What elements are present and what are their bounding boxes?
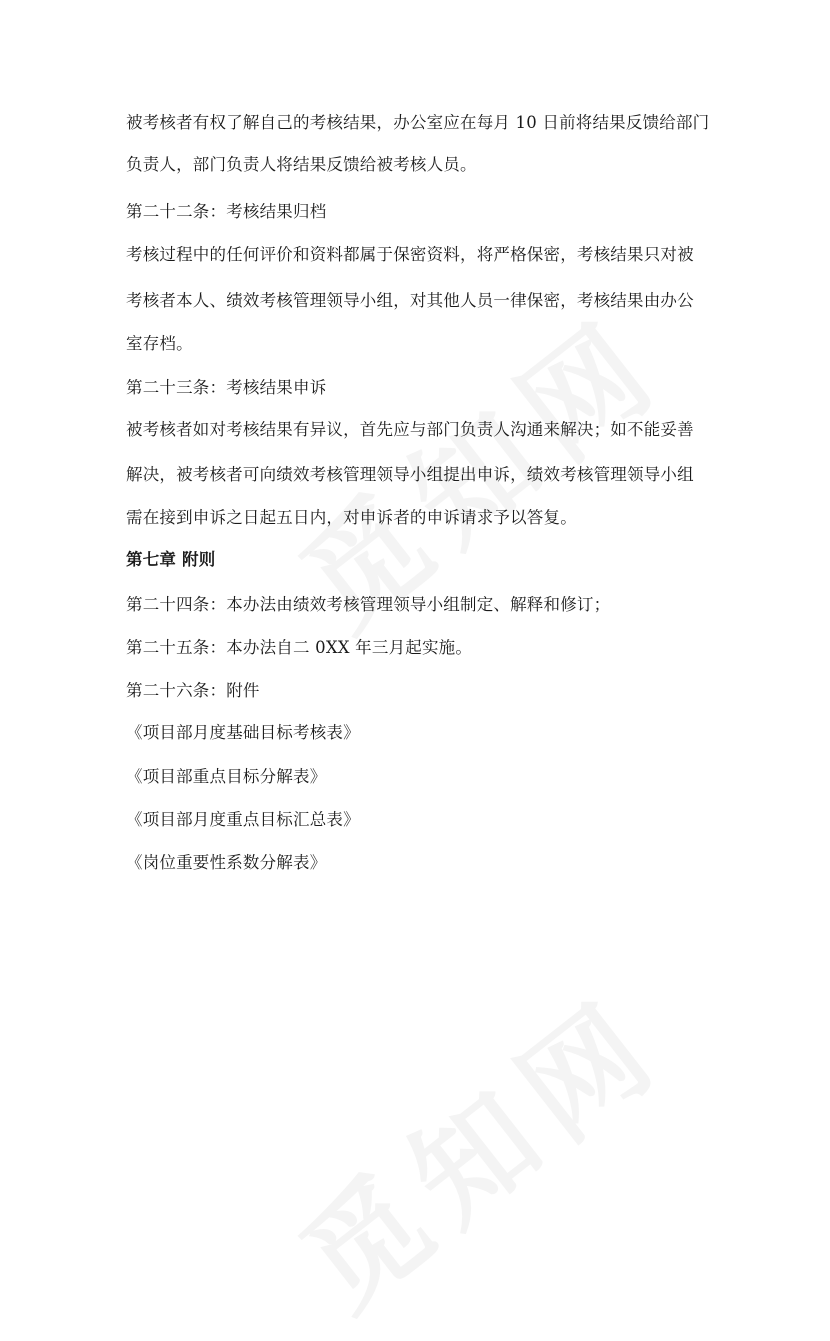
chapter-heading: 第七章 附则 — [126, 550, 216, 569]
watermark — [261, 951, 693, 1341]
attachment-item: 《项目部重点目标分解表》 — [126, 767, 327, 786]
paragraph-line: 负责人，部门负责人将结果反馈给被考核人员。 — [126, 155, 477, 174]
article-heading: 第二十二条：考核结果归档 — [126, 202, 327, 221]
article-heading: 第二十三条：考核结果申诉 — [126, 378, 327, 397]
paragraph-line: 室存档。 — [126, 334, 193, 353]
article-line: 第二十六条：附件 — [126, 681, 260, 700]
paragraph-line: 考核者本人、绩效考核管理领导小组，对其他人员一律保密，考核结果由办公 — [126, 291, 694, 310]
article-line: 第二十四条：本办法由绩效考核管理领导小组制定、解释和修订； — [126, 595, 611, 614]
attachment-item: 《项目部月度基础目标考核表》 — [126, 723, 360, 742]
paragraph-line: 被考核者如对考核结果有异议，首先应与部门负责人沟通来解决；如不能妥善 — [126, 420, 694, 439]
article-line: 第二十五条：本办法自二 0XX 年三月起实施。 — [126, 638, 473, 657]
paragraph-line: 考核过程中的任何评价和资料都属于保密资料，将严格保密，考核结果只对被 — [126, 245, 694, 264]
attachment-item: 《岗位重要性系数分解表》 — [126, 853, 327, 872]
paragraph-line: 被考核者有权了解自己的考核结果，办公室应在每月 10 日前将结果反馈给部门 — [126, 113, 710, 132]
paragraph-line: 需在接到申诉之日起五日内，对申诉者的申诉请求予以答复。 — [126, 508, 577, 527]
paragraph-line: 解决，被考核者可向绩效考核管理领导小组提出申诉，绩效考核管理领导小组 — [126, 465, 694, 484]
attachment-item: 《项目部月度重点目标汇总表》 — [126, 810, 360, 829]
